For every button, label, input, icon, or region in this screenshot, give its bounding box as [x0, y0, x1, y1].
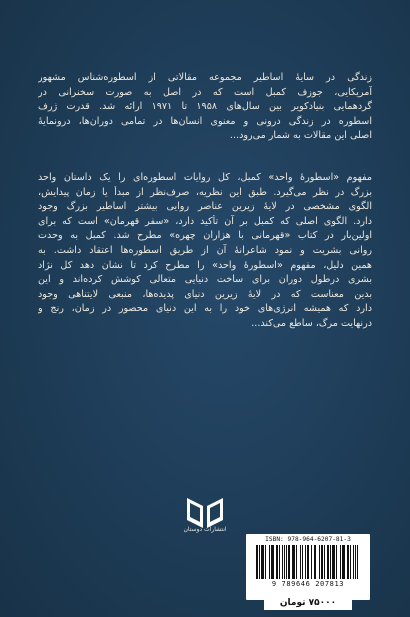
text-line: زندگی در سایهٔ اساطیر مجموعه مقالاتی از اسطوره‌شناس مشهور	[38, 72, 372, 83]
text-line: الگوی مشخصی در لایهٔ زیرین عناصر روایی بیشتر اساطیر بزرگ وجود	[38, 201, 372, 213]
barcode-label	[246, 534, 370, 600]
text-line: آمریکایی، جوزف کمبل است که در اصل به صورت سخنرانی در	[38, 86, 372, 98]
ean-digits: 9 789646 207813	[271, 580, 345, 588]
text-line: بشری درطول دوران برای ساخت دنیایی متعالی کوشش کرده‌اند و این	[38, 274, 372, 286]
text-line: بدین معناست که در لایهٔ زیرین دنیای پدیده‌ها، منبعی لایتناهی وجود	[38, 288, 372, 300]
barcode-icon	[254, 545, 362, 579]
price-label: ۷۵۰۰۰ تومان	[264, 596, 352, 610]
text-line: اسطوره در زندگی درونی و معنوی انسان‌ها در تمامی دوران‌ها، درونمایهٔ	[38, 115, 372, 127]
text-line: گردهمایی بنیادکویر بین سال‌های ۱۹۵۸ تا ۱۹۷۱ ارائه شد. قدرت ژرف	[38, 101, 372, 113]
text-line: بزرگ در نظر می‌گیرد. طبق این نظریه، صرف‌نظر از مبدأ یا زمان پیدایش،	[38, 186, 372, 198]
publisher-name: انتشارات دوستان	[183, 526, 227, 533]
text-line: همین دلیل، مفهوم «اسطورهٔ واحد» را مطرح کرد تا نشان دهد کل نژاد	[38, 259, 372, 271]
text-line: اولین‌بار در کتاب «قهرمانی با هزاران چهره» مطرح شد. کمبل به وحدت	[38, 230, 372, 242]
text-line: درنهایت مرگ، ساطع می‌کند...	[251, 317, 372, 329]
blurb-paragraph-2	[38, 171, 372, 332]
text-line: روانی بشریت و نمود شاعرانهٔ آن از طریق اسطوره‌ها اعتقاد داشت. به	[38, 244, 372, 256]
text-line: دارد. الگوی اصلی که کمبل بر آن تأکید دارد، «سفر قهرمان» است که برای	[38, 215, 372, 227]
text-line: دارد که همیشه انرژی‌های خود را به این دنیای محصور در زمان، رنج و	[38, 303, 372, 315]
text-line: مفهوم «اسطورهٔ واحد» کمبل، کل روایات اسطوره‌ای را یک داستان واحد	[38, 172, 372, 183]
isbn-text: ISBN: 978-964-6207-81-3	[265, 536, 351, 543]
blurb-paragraph-1	[38, 71, 372, 144]
text-line: اصلی این مقالات به شمار می‌رود...	[229, 130, 372, 142]
